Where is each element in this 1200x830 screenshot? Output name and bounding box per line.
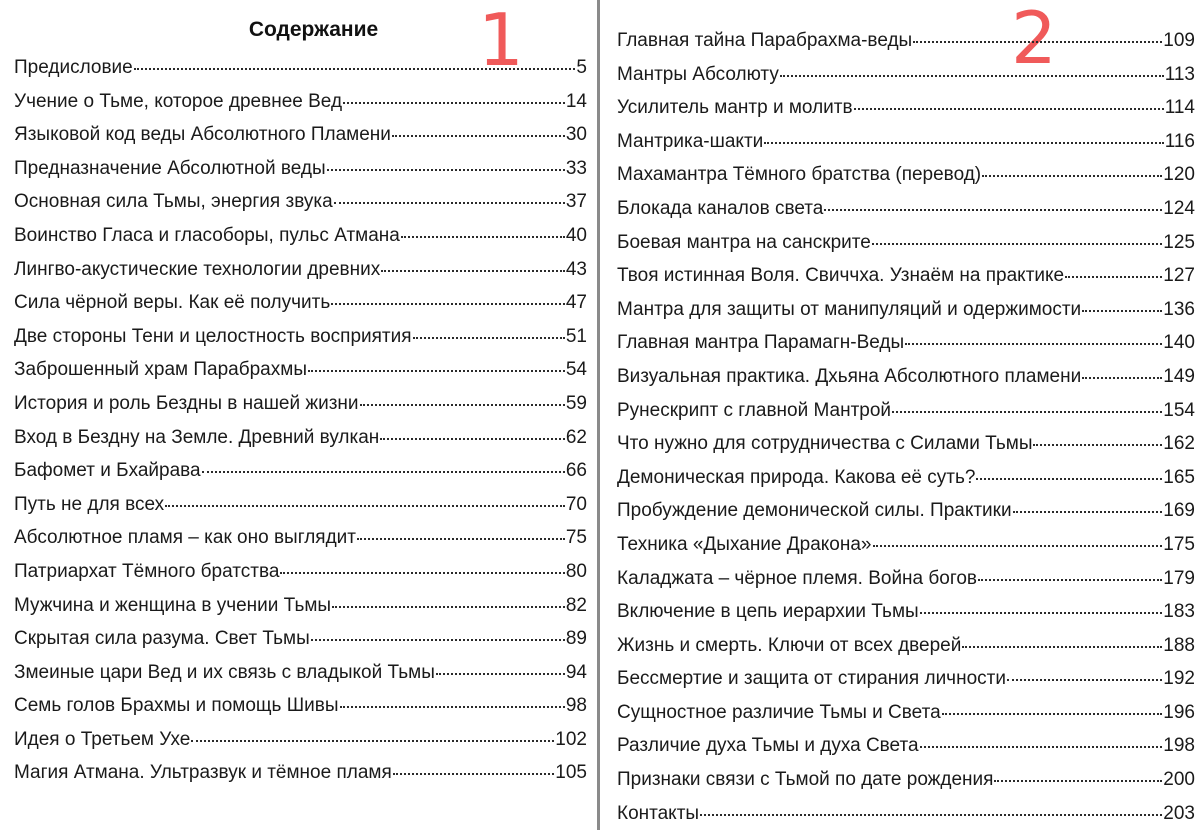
toc-entry (617, 131, 1195, 165)
toc-entry-title: Главная мантра Парамагн-Веды (617, 332, 905, 354)
toc-entry-title: Предназначение Абсолютной веды (14, 157, 326, 179)
toc-entry-page: 70 (565, 493, 587, 515)
toc-entry-title: Усилитель мантр и молитв (617, 97, 853, 119)
toc-entry (617, 164, 1195, 198)
toc-dot-leader (413, 337, 565, 339)
toc-entry-page: 203 (1163, 802, 1195, 824)
toc-entry-page: 54 (565, 359, 587, 381)
toc-dot-leader (202, 471, 565, 473)
toc-entry-page: 37 (565, 191, 587, 213)
toc-entry-page: 162 (1163, 433, 1195, 455)
toc-entry-page: 94 (565, 661, 587, 683)
toc-entry-page: 165 (1163, 466, 1195, 488)
toc-entry-title: Бессмертие и защита от стирания личности (617, 668, 1006, 690)
toc-entry-title: Блокада каналов света (617, 197, 824, 219)
toc-entry (617, 601, 1195, 635)
toc-entry (617, 803, 1195, 830)
toc-entry (617, 97, 1195, 131)
toc-dot-leader (381, 270, 565, 272)
toc-entry-page: 98 (565, 695, 587, 717)
toc-entry (14, 91, 587, 125)
toc-entry-page: 47 (565, 292, 587, 314)
toc-entry-title: Предисловие (14, 57, 133, 78)
toc-entry-page: 62 (565, 426, 587, 448)
toc-entry-page: 102 (555, 728, 587, 750)
toc-entry-title: Различие духа Тьмы и духа Света (617, 735, 919, 757)
toc-dot-leader (994, 780, 1162, 782)
toc-entry-page: 183 (1163, 601, 1195, 623)
toc-entry-title: Демоническая природа. Какова её суть? (617, 466, 976, 488)
toc-entry (617, 366, 1195, 400)
toc-entry-page: 149 (1163, 365, 1195, 387)
toc-dot-leader (340, 706, 565, 708)
toc-entry-title: Твоя истинная Воля. Свиччха. Узнаём на практике (617, 265, 1065, 287)
toc-entry-title: Жизнь и смерть. Ключи от всех дверей (617, 634, 962, 656)
toc-entry (14, 191, 587, 225)
toc-entry-title: Скрытая сила разума. Свет Тьмы (14, 628, 310, 650)
toc-entry-page: 51 (565, 325, 587, 347)
toc-entry-title: Мантра для защиты от манипуляций и одержимости (617, 298, 1082, 320)
page-marker-2: 2 (1011, 0, 1057, 80)
toc-entry (14, 427, 587, 461)
toc-entry-page: 105 (555, 762, 587, 784)
toc-entry-title: Мужчина и женщина в учении Тьмы (14, 594, 332, 616)
toc-entry-title: Основная сила Тьмы, энергия звука (14, 191, 333, 213)
toc-entry-page: 196 (1163, 701, 1195, 723)
toc-dot-leader (824, 209, 1162, 211)
toc-entry-title: Магия Атмана. Ультразвук и тёмное пламя (14, 762, 392, 784)
toc-dot-leader (436, 673, 565, 675)
toc-entry (617, 299, 1195, 333)
toc-dot-leader (380, 438, 565, 440)
toc-list-right (617, 30, 1195, 830)
toc-entry-title: Сущностное различие Тьмы и Света (617, 701, 941, 723)
toc-entry-title: Контакты (617, 802, 700, 824)
toc-entry (14, 124, 587, 158)
toc-entry (14, 628, 587, 662)
toc-dot-leader (343, 102, 565, 104)
toc-dot-leader (1082, 377, 1162, 379)
toc-entry (617, 332, 1195, 366)
toc-entry (617, 568, 1195, 602)
toc-entry-page: 136 (1163, 298, 1195, 320)
toc-entry-title: Визуальная практика. Дхьяна Абсолютного пламени (617, 365, 1082, 387)
toc-entry-page: 114 (1164, 97, 1195, 119)
toc-dot-leader (401, 236, 565, 238)
toc-entry (14, 762, 587, 796)
page-divider (597, 0, 600, 830)
toc-dot-leader (942, 713, 1163, 715)
toc-entry (14, 158, 587, 192)
toc-entry-title: Змеиные цари Вед и их связь с владыкой Тьмы (14, 661, 435, 683)
toc-entry-page: 109 (1163, 30, 1195, 51)
toc-dot-leader (311, 639, 565, 641)
toc-entry-page: 89 (565, 628, 587, 650)
toc-entry (14, 460, 587, 494)
toc-entry-page: 124 (1163, 197, 1195, 219)
toc-dot-leader (854, 108, 1164, 110)
toc-entry-title: Признаки связи с Тьмой по дате рождения (617, 769, 994, 791)
toc-entry-title: Пробуждение демонической силы. Практики (617, 500, 1012, 522)
toc-entry (14, 729, 587, 763)
toc-dot-leader (331, 303, 565, 305)
toc-entry-title: Мантрика-шакти (617, 130, 764, 152)
toc-entry-page: 179 (1163, 567, 1195, 589)
toc-entry-page: 188 (1163, 634, 1195, 656)
toc-entry-page: 113 (1164, 63, 1195, 85)
toc-dot-leader (1013, 511, 1163, 513)
toc-entry (14, 259, 587, 293)
toc-dot-leader (280, 572, 564, 574)
toc-entry-title: Каладжата – чёрное племя. Война богов (617, 567, 978, 589)
toc-entry (617, 433, 1195, 467)
toc-entry-page: 40 (565, 224, 587, 246)
toc-entry-page: 140 (1163, 332, 1195, 354)
toc-dot-leader (1007, 679, 1162, 681)
toc-dot-leader (327, 169, 565, 171)
toc-entry-title: Идея о Третьем Ухе (14, 728, 191, 750)
toc-dot-leader (920, 746, 1163, 748)
toc-entry (617, 735, 1195, 769)
toc-dot-leader (764, 142, 1163, 144)
toc-entry-page: 82 (565, 594, 587, 616)
toc-dot-leader (1033, 444, 1162, 446)
toc-page-left (0, 0, 597, 830)
toc-entry (617, 64, 1195, 98)
toc-entry-title: Лингво-акустические технологии древних (14, 258, 381, 280)
toc-page-right (601, 0, 1200, 830)
toc-dot-leader (191, 740, 554, 742)
toc-entry-title: Заброшенный храм Парабрахмы (14, 359, 307, 381)
toc-entry-title: Семь голов Брахмы и помощь Шивы (14, 695, 339, 717)
toc-entry-title: История и роль Бездны в нашей жизни (14, 392, 359, 414)
toc-entry (617, 265, 1195, 299)
toc-entry-title: Главная тайна Парабрахма-веды (617, 30, 913, 51)
toc-entry-title: Махамантра Тёмного братства (перевод) (617, 164, 982, 186)
toc-entry (14, 393, 587, 427)
toc-entry (617, 198, 1195, 232)
toc-entry-title: Путь не для всех (14, 493, 165, 515)
toc-entry (14, 662, 587, 696)
toc-dot-leader (308, 370, 565, 372)
toc-entry-title: Языковой код веды Абсолютного Пламени (14, 124, 391, 146)
toc-entry-page: 175 (1163, 533, 1195, 555)
toc-entry (14, 292, 587, 326)
toc-entry (617, 635, 1195, 669)
toc-entry (14, 527, 587, 561)
toc-entry-page: 33 (565, 157, 587, 179)
toc-dot-leader (873, 545, 1163, 547)
toc-entry-page: 30 (565, 124, 587, 146)
toc-entry (617, 467, 1195, 501)
toc-entry (617, 30, 1195, 64)
toc-dot-leader (1065, 276, 1162, 278)
toc-entry-title: Сила чёрной веры. Как её получить (14, 292, 331, 314)
toc-entry-page: 200 (1163, 769, 1195, 791)
toc-entry (617, 702, 1195, 736)
toc-entry-title: Учение о Тьме, которое древнее Вед (14, 90, 343, 112)
toc-entry-page: 116 (1164, 130, 1195, 152)
toc-entry (617, 400, 1195, 434)
toc-dot-leader (1082, 310, 1162, 312)
toc-dot-leader (780, 75, 1164, 77)
toc-entry-page: 80 (565, 560, 587, 582)
toc-entry (14, 494, 587, 528)
toc-entry-title: Две стороны Тени и целостность восприятия (14, 325, 412, 347)
toc-entry-title: Воинство Гласа и гласоборы, пульс Атмана (14, 224, 400, 246)
toc-entry (14, 359, 587, 393)
toc-entry-title: Что нужно для сотрудничества с Силами Тьмы (617, 433, 1033, 455)
toc-entry (617, 668, 1195, 702)
toc-dot-leader (920, 612, 1163, 614)
toc-entry-title: Мантры Абсолюту (617, 63, 779, 85)
toc-dot-leader (905, 343, 1162, 345)
toc-heading: Содержание (248, 18, 379, 41)
toc-entry-page: 127 (1163, 265, 1195, 287)
toc-entry (14, 225, 587, 259)
toc-entry (14, 561, 587, 595)
toc-dot-leader (976, 478, 1162, 480)
toc-entry (14, 326, 587, 360)
toc-entry (617, 534, 1195, 568)
toc-entry-title: Патриархат Тёмного братства (14, 560, 280, 582)
toc-entry-title: Боевая мантра на санскрите (617, 231, 871, 253)
toc-entry-page: 120 (1163, 164, 1195, 186)
toc-entry (617, 769, 1195, 803)
toc-dot-leader (165, 505, 565, 507)
toc-dot-leader (700, 814, 1162, 816)
toc-dot-leader (872, 243, 1162, 245)
toc-entry-title: Включение в цепь иерархии Тьмы (617, 601, 919, 623)
toc-entry-page: 66 (565, 460, 587, 482)
toc-entry-page: 43 (565, 258, 587, 280)
toc-entry-page: 14 (565, 90, 587, 112)
toc-entry-page: 75 (565, 527, 587, 549)
toc-dot-leader (360, 404, 565, 406)
toc-dot-leader (332, 606, 565, 608)
toc-dot-leader (962, 646, 1162, 648)
toc-entry-page: 198 (1163, 735, 1195, 757)
toc-entry-title: Техника «Дыхание Дракона» (617, 533, 872, 555)
toc-dot-leader (334, 202, 565, 204)
toc-entry (617, 500, 1195, 534)
toc-entry-title: Абсолютное пламя – как оно выглядит (14, 527, 356, 549)
page-marker-1: 1 (478, 0, 524, 82)
toc-dot-leader (392, 135, 565, 137)
toc-entry-page: 192 (1163, 668, 1195, 690)
toc-entry-title: Рунескрипт с главной Мантрой (617, 399, 892, 421)
toc-entry-page: 5 (576, 57, 587, 78)
toc-entry-title: Вход в Бездну на Земле. Древний вулкан (14, 426, 380, 448)
toc-entry-page: 169 (1163, 500, 1195, 522)
toc-entry-page: 125 (1163, 231, 1195, 253)
toc-list-left (14, 57, 587, 796)
toc-entry (14, 695, 587, 729)
toc-entry-title: Бафомет и Бхайрава (14, 460, 201, 482)
toc-dot-leader (978, 579, 1162, 581)
toc-dot-leader (393, 773, 555, 775)
toc-entry (617, 232, 1195, 266)
toc-entry-page: 59 (565, 392, 587, 414)
toc-entry-page: 154 (1163, 399, 1195, 421)
toc-dot-leader (892, 411, 1162, 413)
toc-dot-leader (913, 41, 1162, 43)
toc-entry (14, 595, 587, 629)
toc-dot-leader (982, 175, 1162, 177)
toc-dot-leader (357, 538, 565, 540)
